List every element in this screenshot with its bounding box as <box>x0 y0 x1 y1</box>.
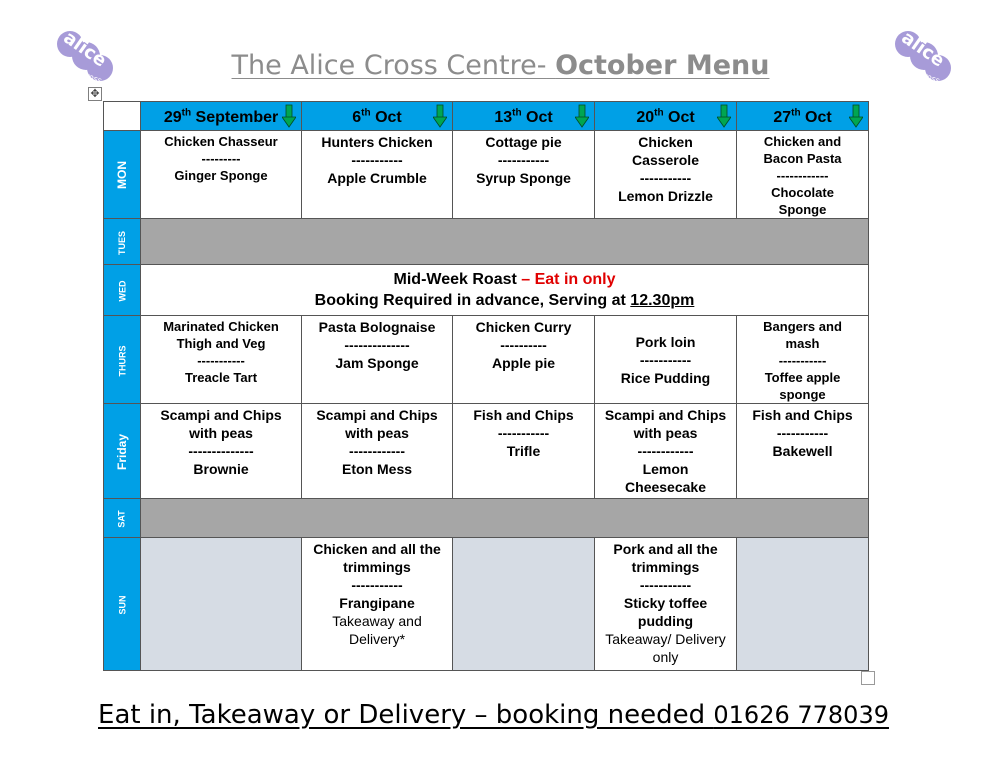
day-label-tues: TUES <box>104 219 141 265</box>
logo-text: alice <box>897 27 949 72</box>
menu-cell: Pork and all the trimmings ----------- Sticky toffee pudding Takeaway/ Delivery only <box>595 538 737 671</box>
day-label-sun: SUN <box>104 538 141 671</box>
menu-cell: Hunters Chicken ----------- Apple Crumble <box>302 131 453 219</box>
arrow-down-icon <box>433 104 447 128</box>
logo-text: alice <box>59 27 111 72</box>
logo-subtext: cross <box>918 69 942 86</box>
menu-cell: Scampi and Chips with peas -------------- Brownie <box>141 404 302 499</box>
midweek-roast-label: Mid-Week Roast <box>393 271 517 288</box>
day-label-mon: MON <box>104 131 141 219</box>
menu-table <box>103 101 869 671</box>
booking-note: Booking Required in advance, Serving at <box>314 292 631 309</box>
day-label-sat: SAT <box>104 499 141 538</box>
closed-row-tues <box>141 219 869 265</box>
menu-cell: Chicken Curry ---------- Apple pie <box>453 316 595 404</box>
eat-in-only-label: – Eat in only <box>516 271 616 288</box>
week-header: 20th Oct <box>595 102 737 131</box>
arrow-down-icon <box>282 104 296 128</box>
week-header: 6th Oct <box>302 102 453 131</box>
menu-cell: Fish and Chips ----------- Trifle <box>453 404 595 499</box>
week-header: 27th Oct <box>737 102 869 131</box>
arrow-down-icon <box>717 104 731 128</box>
day-label-thurs: THURS <box>104 316 141 404</box>
footer-text: Eat in, Takeaway or Delivery – booking needed <box>98 700 714 730</box>
menu-cell: Cottage pie ----------- Syrup Sponge <box>453 131 595 219</box>
menu-cell: Marinated Chicken Thigh and Veg ----------- Treacle Tart <box>141 316 302 404</box>
arrow-down-icon <box>575 104 589 128</box>
menu-cell: Chicken Casserole ----------- Lemon Drizzle <box>595 131 737 219</box>
table-move-handle-icon[interactable]: ✥ <box>88 87 102 101</box>
phone-number: 01626 778039 <box>713 701 889 729</box>
menu-cell: Fish and Chips ----------- Bakewell <box>737 404 869 499</box>
booking-footer <box>0 700 981 730</box>
logo-subtext: cross <box>80 69 104 86</box>
menu-cell: Pasta Bolognaise -------------- Jam Sponge <box>302 316 453 404</box>
table-resize-handle[interactable] <box>861 671 875 685</box>
page-title <box>0 50 981 81</box>
title-bold: October Menu <box>555 50 770 81</box>
arrow-down-icon <box>849 104 863 128</box>
week-header: 13th Oct <box>453 102 595 131</box>
menu-cell: Scampi and Chips with peas ------------ Lemon Cheesecake <box>595 404 737 499</box>
day-label-wed: WED <box>104 265 141 316</box>
table-corner <box>104 102 141 131</box>
empty-cell <box>453 538 595 671</box>
menu-cell: Chicken and Bacon Pasta ------------ Chocolate Sponge <box>737 131 869 219</box>
menu-cell: Bangers and mash ----------- Toffee apple sponge <box>737 316 869 404</box>
menu-cell: Chicken Chasseur --------- Ginger Sponge <box>141 131 302 219</box>
title-prefix: The Alice Cross Centre- <box>231 50 547 81</box>
menu-cell: Chicken and all the trimmings ----------- Frangipane Takeaway and Delivery* <box>302 538 453 671</box>
menu-cell: Pork loin ----------- Rice Pudding <box>595 316 737 404</box>
menu-cell: Scampi and Chips with peas ------------ Eton Mess <box>302 404 453 499</box>
serving-time: 12.30pm <box>630 292 695 309</box>
empty-cell <box>737 538 869 671</box>
closed-row-sat <box>141 499 869 538</box>
empty-cell <box>141 538 302 671</box>
week-header: 29th September <box>141 102 302 131</box>
day-label-friday: Friday <box>104 404 141 499</box>
midweek-roast-cell <box>141 265 869 316</box>
